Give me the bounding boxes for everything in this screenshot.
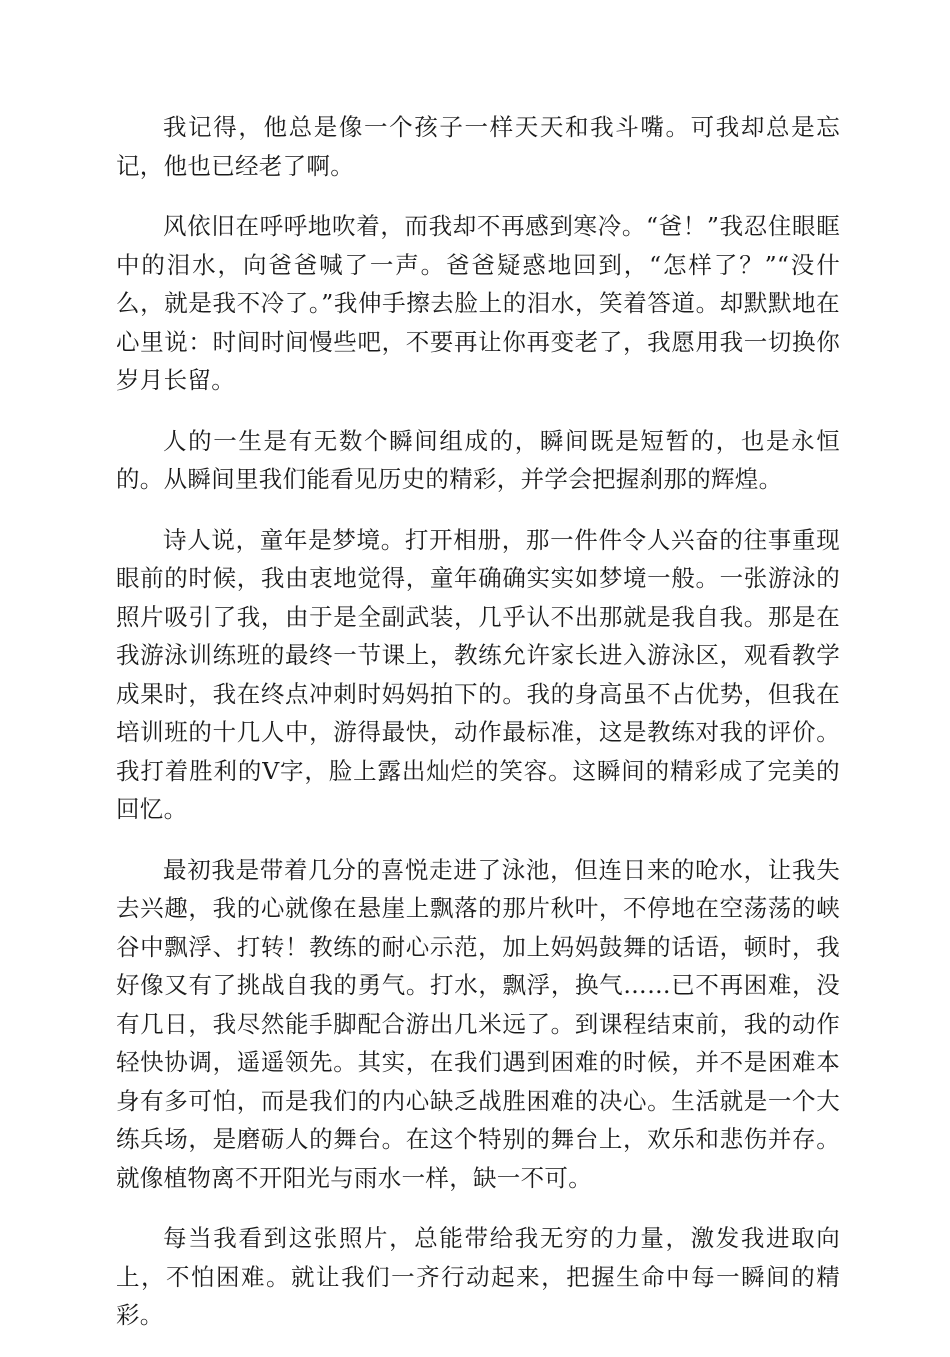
paragraph-1: 我记得，他总是像一个孩子一样天天和我斗嘴。可我却总是忘记，他也已经老了啊。 [116, 113, 840, 180]
paragraph-4: 诗人说，童年是梦境。打开相册，那一件件令人兴奋的往事重现眼前的时候，我由衷地觉得，童年确确实实如梦境一般。一张游泳的照片吸引了我，由于是全副武装，几乎认不出那就是我自我。那是在我游泳训练班的最终一节课上，教练允许家长进入游泳区，观看教学成果时，我在终点冲刺时妈妈拍下的。我的身高虽不占优势，但我在培训班的十几人中，游得最快，动作最标准，这是教练对我的评价。我打着胜利的V字，脸上露出灿烂的笑容。这瞬间的精彩成了完美的回忆。 [116, 525, 840, 823]
paragraph-3: 人的一生是有无数个瞬间组成的，瞬间既是短暂的，也是永恒的。从瞬间里我们能看见历史的精彩，并学会把握刹那的辉煌。 [116, 426, 840, 493]
paragraph-2: 风依旧在呼呼地吹着，而我却不再感到寒冷。“爸！”我忍住眼眶中的泪水，向爸爸喊了一声。爸爸疑惑地回到，“怎样了？”“没什么，就是我不冷了。”我伸手擦去脸上的泪水，笑着答道。却默默地在心里说：时间时间慢些吧，不要再让你再变老了，我愿用我一切换你岁月长留。 [116, 212, 840, 394]
document-body [116, 108, 840, 1357]
paragraph-6: 每当我看到这张照片，总能带给我无穷的力量，激发我进取向上，不怕困难。就让我们一齐行动起来，把握生命中每一瞬间的精彩。 [116, 1224, 840, 1329]
paragraph-5: 最初我是带着几分的喜悦走进了泳池，但连日来的呛水，让我失去兴趣，我的心就像在悬崖上飘落的那片秋叶，不停地在空荡荡的峡谷中飘浮、打转！教练的耐心示范，加上妈妈鼓舞的话语，顿时，我好像又有了挑战自我的勇气。打水，飘浮，换气……已不再困难，没有几日，我尽然能手脚配合游出几米远了。到课程结束前，我的动作轻快协调，遥遥领先。其实，在我们遇到困难的时候，并不是困难本身有多可怕，而是我们的内心缺乏战胜困难的决心。生活就是一个大练兵场，是磨砺人的舞台。在这个特别的舞台上，欢乐和悲伤并存。就像植物离不开阳光与雨水一样，缺一不可。 [116, 855, 840, 1192]
